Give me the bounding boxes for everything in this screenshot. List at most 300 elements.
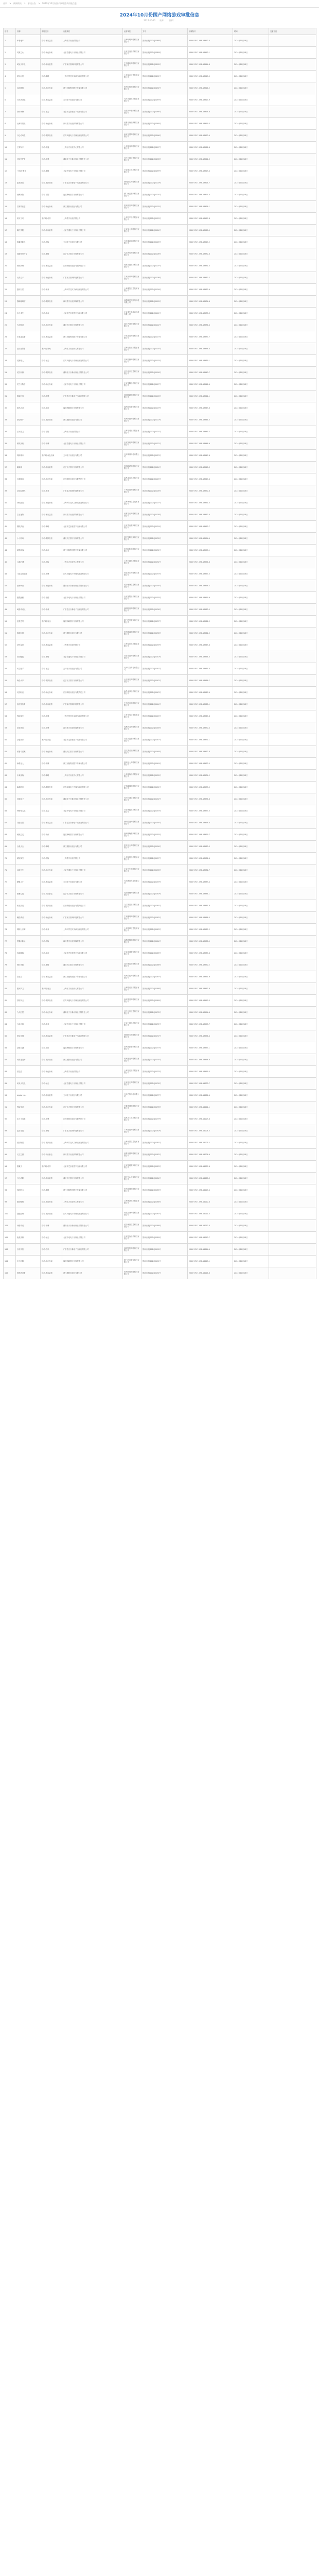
cell-game-name: 海岛大亨 bbox=[16, 675, 41, 687]
cell-publisher: 湖南电子音像出版社有限责任公司 bbox=[62, 367, 123, 379]
cell-isbn: ISBN 978-7-498-14008-3 bbox=[188, 1173, 233, 1184]
cell-publisher: 湖南电子音像出版社有限责任公司 bbox=[62, 154, 123, 165]
cell-date: 2024年10月18日 bbox=[233, 888, 269, 900]
cell-isbn: ISBN 978-7-498-13952-0 bbox=[188, 509, 233, 521]
cell-index: 19 bbox=[4, 248, 16, 260]
cell-game-name: 王城守卫 bbox=[16, 426, 41, 438]
cell-operator: 长沙幻境信息科技有限公司 bbox=[123, 154, 141, 165]
cell-approval-number: 国新出审[2024]2113号 bbox=[141, 331, 188, 343]
cell-operator: 北京长生网络科技有限公司 bbox=[123, 865, 141, 876]
cell-index: 27 bbox=[4, 343, 16, 355]
cell-change bbox=[269, 722, 316, 734]
cell-index: 13 bbox=[4, 177, 16, 189]
cell-game-name: 问道长生 bbox=[16, 865, 41, 876]
table-row bbox=[4, 521, 316, 533]
cell-operator: 广州绿茵网络科技有限公司 bbox=[123, 485, 141, 497]
cell-change bbox=[269, 402, 316, 414]
cell-publisher: 上海科学技术文献出版社有限公司 bbox=[62, 924, 123, 936]
cell-isbn: ISBN 978-7-498-13967-4 bbox=[188, 687, 233, 699]
cell-change bbox=[269, 687, 316, 699]
cell-operator: 上海御剑互动娱乐有限公司 bbox=[123, 1196, 141, 1208]
cell-index: 47 bbox=[4, 580, 16, 592]
cell-game-name: 战舰世界传说 bbox=[16, 248, 41, 260]
cell-publisher: 江苏凤凰电子音像出版社有限公司 bbox=[62, 355, 123, 367]
cell-category: 移动-角色扮演 bbox=[41, 793, 62, 805]
table-row bbox=[4, 177, 316, 189]
cell-index: 70 bbox=[4, 853, 16, 865]
cell-approval-number: 国新出审[2024]2117号 bbox=[141, 379, 188, 391]
cell-date: 2024年10月18日 bbox=[233, 1267, 269, 1279]
cell-publisher: 上海东方出版中心有限公司 bbox=[62, 983, 123, 995]
cell-game-name: 萌萌消消看 bbox=[16, 1267, 41, 1279]
cell-index: 105 bbox=[4, 1267, 16, 1279]
cell-change bbox=[269, 734, 316, 746]
cell-index: 9 bbox=[4, 130, 16, 142]
cell-change bbox=[269, 1161, 316, 1173]
cell-operator: 杭州暗影网络科技有限公司 bbox=[123, 545, 141, 556]
cell-operator: 成都妖灵网络科技有限公司 bbox=[123, 722, 141, 734]
cell-index: 92 bbox=[4, 1113, 16, 1125]
cell-publisher: 浙江摄影出版社有限公司 bbox=[62, 841, 123, 853]
cell-approval-number: 国新出审[2024]2190号 bbox=[141, 1244, 188, 1256]
cell-game-name: 足球经理人 bbox=[16, 485, 41, 497]
cell-date: 2024年10月18日 bbox=[233, 1066, 269, 1078]
table-row bbox=[4, 1125, 316, 1137]
cell-isbn: ISBN 978-7-498-13956-8 bbox=[188, 556, 233, 568]
column-header-approval-number: 文号 bbox=[141, 28, 188, 35]
cell-publisher: 湖北长江数字出版有限公司 bbox=[62, 746, 123, 758]
cell-index: 40 bbox=[4, 497, 16, 509]
cell-change bbox=[269, 533, 316, 545]
cell-index: 28 bbox=[4, 355, 16, 367]
cell-isbn: ISBN 978-7-498-13919-3 bbox=[188, 118, 233, 130]
cell-isbn: ISBN 978-7-498-13998-8 bbox=[188, 1054, 233, 1066]
cell-index: 7 bbox=[4, 106, 16, 118]
cell-publisher: 北京中电电子出版社有限公司 bbox=[62, 1019, 123, 1030]
table-row bbox=[4, 793, 316, 805]
cell-publisher: 浙江出版集团数字传媒有限公司 bbox=[62, 1184, 123, 1196]
cell-operator: 天津糖果科技有限公司 bbox=[123, 876, 141, 888]
cell-date: 2024年10月18日 bbox=[233, 521, 269, 533]
table-row bbox=[4, 331, 316, 343]
cell-date: 2024年10月18日 bbox=[233, 616, 269, 628]
cell-isbn: ISBN 978-7-498-13938-4 bbox=[188, 343, 233, 355]
cell-change bbox=[269, 616, 316, 628]
cell-date: 2024年10月18日 bbox=[233, 639, 269, 651]
cell-game-name: 武林群侠志 bbox=[16, 201, 41, 213]
cell-operator: 长沙封神信息科技有限公司 bbox=[123, 793, 141, 805]
cell-publisher: 辽宁北方数字出版有限公司 bbox=[62, 675, 123, 687]
cell-index: 11 bbox=[4, 154, 16, 165]
cell-approval-number: 国新出审[2024]2093号 bbox=[141, 94, 188, 106]
cell-game-name: 森林物语 bbox=[16, 782, 41, 793]
article-meta bbox=[0, 19, 319, 22]
cell-change bbox=[269, 1208, 316, 1220]
cell-index: 90 bbox=[4, 1090, 16, 1101]
cell-isbn: ISBN 978-7-498-13974-2 bbox=[188, 770, 233, 782]
cell-isbn: ISBN 978-7-498-13980-3 bbox=[188, 841, 233, 853]
cell-index: 4 bbox=[4, 71, 16, 82]
cell-approval-number: 国新出审[2024]2104号 bbox=[141, 225, 188, 236]
cell-operator: 上海灌篮信息技术有限公司 bbox=[123, 284, 141, 296]
cell-date: 2024年10月18日 bbox=[233, 142, 269, 154]
cell-publisher: 广东语言音像电子出版社有限公司 bbox=[62, 604, 123, 616]
cell-game-name: 帝国崛起 bbox=[16, 651, 41, 663]
cell-category: 移动-策略 bbox=[41, 71, 62, 82]
cell-approval-number: 国新出审[2024]2139号 bbox=[141, 639, 188, 651]
cell-index: 45 bbox=[4, 556, 16, 568]
cell-operator: 天津方格科技有限公司 bbox=[123, 1090, 141, 1101]
cell-category: 客户端-动作 bbox=[41, 1161, 62, 1173]
cell-change bbox=[269, 1042, 316, 1054]
cell-index: 43 bbox=[4, 533, 16, 545]
cell-approval-number: 国新出审[2024]2125号 bbox=[141, 473, 188, 485]
cell-isbn: ISBN 978-7-498-13979-7 bbox=[188, 829, 233, 841]
cell-change bbox=[269, 580, 316, 592]
table-row bbox=[4, 782, 316, 793]
cell-date: 2024年10月18日 bbox=[233, 1019, 269, 1030]
cell-approval-number: 国新出审[2024]2164号 bbox=[141, 936, 188, 947]
cell-date: 2024年10月18日 bbox=[233, 865, 269, 876]
table-row bbox=[4, 165, 316, 177]
cell-date: 2024年10月18日 bbox=[233, 355, 269, 367]
cell-isbn: ISBN 978-7-498-13958-2 bbox=[188, 580, 233, 592]
cell-isbn: ISBN 978-7-498-13987-2 bbox=[188, 924, 233, 936]
cell-approval-number: 国新出审[2024]2100号 bbox=[141, 177, 188, 189]
cell-game-name: 英雄之心 bbox=[16, 47, 41, 59]
cell-date: 2024年10月18日 bbox=[233, 936, 269, 947]
breadcrumb-news-link[interactable]: 新闻资讯 bbox=[13, 2, 22, 5]
cell-date: 2024年10月18日 bbox=[233, 675, 269, 687]
cell-change bbox=[269, 177, 316, 189]
cell-category: 移动-策略 bbox=[41, 521, 62, 533]
cell-publisher: 湖北长江数字出版有限公司 bbox=[62, 319, 123, 331]
cell-approval-number: 国新出审[2024]2116号 bbox=[141, 367, 188, 379]
cell-publisher: 天津电子出版社有限公司 bbox=[62, 236, 123, 248]
cell-category: 移动-休闲益智 bbox=[41, 971, 62, 983]
cell-index: 97 bbox=[4, 1173, 16, 1184]
cell-index: 34 bbox=[4, 426, 16, 438]
cell-date: 2024年10月18日 bbox=[233, 1113, 269, 1125]
cell-date: 2024年10月18日 bbox=[233, 1208, 269, 1220]
cell-isbn: ISBN 978-7-498-13981-0 bbox=[188, 853, 233, 865]
cell-date: 2024年10月18日 bbox=[233, 450, 269, 462]
cell-index: 33 bbox=[4, 414, 16, 426]
table-row bbox=[4, 1019, 316, 1030]
cell-operator: 杭州战国网络科技有限公司 bbox=[123, 1184, 141, 1196]
cell-date: 2024年10月18日 bbox=[233, 746, 269, 758]
table-row bbox=[4, 438, 316, 450]
cell-approval-number: 国新出审[2024]2089号 bbox=[141, 47, 188, 59]
cell-approval-number: 国新出审[2024]2182号 bbox=[141, 1149, 188, 1161]
cell-publisher: 广东语言音像电子出版社有限公司 bbox=[62, 817, 123, 829]
column-header-name: 名称 bbox=[16, 28, 41, 35]
cell-category: 移动-休闲益智 bbox=[41, 639, 62, 651]
cell-isbn: ISBN 978-7-498-13986-5 bbox=[188, 912, 233, 924]
cell-publisher: 湖南电子音像出版社有限责任公司 bbox=[62, 1007, 123, 1019]
cell-operator: 厦门苍穹游戏科技有限公司 bbox=[123, 616, 141, 628]
cell-date: 2024年10月18日 bbox=[233, 722, 269, 734]
cell-publisher: 上海科学技术文献出版社有限公司 bbox=[62, 710, 123, 722]
cell-index: 36 bbox=[4, 450, 16, 462]
cell-publisher: 辽宁北方数字出版有限公司 bbox=[62, 888, 123, 900]
cell-index: 78 bbox=[4, 947, 16, 959]
cell-isbn: ISBN 978-7-498-13963-6 bbox=[188, 639, 233, 651]
cell-approval-number: 国新出审[2024]2133号 bbox=[141, 568, 188, 580]
cell-category: 移动-策略 bbox=[41, 959, 62, 971]
cell-publisher: 北京华艺创世数字出版有限公司 bbox=[62, 1161, 123, 1173]
table-row bbox=[4, 485, 316, 497]
cell-publisher: 上海东方出版中心有限公司 bbox=[62, 142, 123, 154]
cell-index: 6 bbox=[4, 94, 16, 106]
cell-isbn: ISBN 978-7-498-14006-9 bbox=[188, 1149, 233, 1161]
table-row bbox=[4, 734, 316, 746]
cell-operator: 广州趣玩网络科技有限公司 bbox=[123, 59, 141, 71]
cell-category: 移动-飞行射击 bbox=[41, 1149, 62, 1161]
cell-index: 77 bbox=[4, 936, 16, 947]
cell-approval-number: 国新出审[2024]2110号 bbox=[141, 296, 188, 308]
cell-date: 2024年10月18日 bbox=[233, 189, 269, 201]
cell-operator: 成都熊猫网络科技有限公司 bbox=[123, 936, 141, 947]
table-row bbox=[4, 1007, 316, 1019]
cell-date: 2024年10月18日 bbox=[233, 94, 269, 106]
cell-publisher: 上海数字出版有限公司 bbox=[62, 853, 123, 865]
cell-category: 移动-角色扮演 bbox=[41, 1196, 62, 1208]
cell-index: 80 bbox=[4, 971, 16, 983]
cell-isbn: ISBN 978-7-498-13945-2 bbox=[188, 426, 233, 438]
cell-isbn: ISBN 978-7-498-13982-7 bbox=[188, 865, 233, 876]
cell-category: 移动-休闲益智 bbox=[41, 817, 62, 829]
cell-approval-number: 国新出审[2024]2183号 bbox=[141, 1161, 188, 1173]
cell-category: 移动-模拟经营 bbox=[41, 782, 62, 793]
cell-category: 移动-角色扮演 bbox=[41, 201, 62, 213]
table-row bbox=[4, 1161, 316, 1173]
cell-change bbox=[269, 556, 316, 568]
cell-index: 18 bbox=[4, 236, 16, 248]
table-row bbox=[4, 450, 316, 462]
cell-date: 2024年10月18日 bbox=[233, 225, 269, 236]
cell-index: 87 bbox=[4, 1054, 16, 1066]
cell-operator: 南昌夜雨互动科技有限公司 bbox=[123, 473, 141, 485]
cell-operator: 北京霸业互动科技有限公司 bbox=[123, 165, 141, 177]
cell-approval-number: 国新出审[2024]2095号 bbox=[141, 118, 188, 130]
table-row bbox=[4, 1232, 316, 1244]
cell-approval-number: 国新出审[2024]2128号 bbox=[141, 509, 188, 521]
cell-operator: 上海机甲互动娱乐有限公司 bbox=[123, 213, 141, 225]
cell-date: 2024年10月18日 bbox=[233, 319, 269, 331]
cell-date: 2024年10月18日 bbox=[233, 876, 269, 888]
cell-change bbox=[269, 651, 316, 663]
cell-date: 2024年10月18日 bbox=[233, 1078, 269, 1090]
cell-operator: 长春雪域网络科技有限公司 bbox=[123, 1101, 141, 1113]
cell-category: 移动-模拟经营 bbox=[41, 900, 62, 912]
cell-publisher: 江西高校出版社有限责任公司 bbox=[62, 687, 123, 699]
table-row bbox=[4, 1042, 316, 1054]
cell-approval-number: 国新出审[2024]2143号 bbox=[141, 687, 188, 699]
cell-change bbox=[269, 841, 316, 853]
cell-operator: 杭州桃源网络科技有限公司 bbox=[123, 628, 141, 639]
cell-category: 移动-角色扮演 bbox=[41, 47, 62, 59]
table-row bbox=[4, 1220, 316, 1232]
cell-approval-number: 国新出审[2024]2091号 bbox=[141, 71, 188, 82]
cell-isbn: ISBN 978-7-498-13927-8 bbox=[188, 213, 233, 225]
table-row bbox=[4, 687, 316, 699]
cell-operator: 广州天命网络科技有限公司 bbox=[123, 272, 141, 284]
breadcrumb bbox=[3, 0, 78, 7]
cell-date: 2024年10月18日 bbox=[233, 1054, 269, 1066]
cell-isbn: ISBN 978-7-498-13918-6 bbox=[188, 106, 233, 118]
table-row bbox=[4, 402, 316, 414]
cell-index: 2 bbox=[4, 47, 16, 59]
cell-publisher: 辽宁北方数字出版有限公司 bbox=[62, 1101, 123, 1113]
cell-game-name: 水果连连看 bbox=[16, 331, 41, 343]
cell-change bbox=[269, 308, 316, 319]
cell-date: 2024年10月18日 bbox=[233, 154, 269, 165]
cell-date: 2024年10月18日 bbox=[233, 651, 269, 663]
cell-publisher: 上海数字出版有限公司 bbox=[62, 213, 123, 225]
cell-game-name: 龙之谷物语 bbox=[16, 379, 41, 391]
cell-approval-number: 国新出审[2024]2141号 bbox=[141, 663, 188, 675]
cell-category: 移动-角色扮演 bbox=[41, 912, 62, 924]
cell-index: 100 bbox=[4, 1208, 16, 1220]
cell-approval-number: 国新出审[2024]2123号 bbox=[141, 450, 188, 462]
cell-change bbox=[269, 201, 316, 213]
table-row bbox=[4, 82, 316, 94]
cell-change bbox=[269, 1090, 316, 1101]
breadcrumb-notice-link[interactable]: 游戏公告 bbox=[27, 2, 36, 5]
cell-category: 移动-休闲益智 bbox=[41, 1267, 62, 1279]
cell-operator: 上海星途信息技术有限公司 bbox=[123, 71, 141, 82]
cell-category: 移动-休闲益智 bbox=[41, 699, 62, 710]
cell-game-name: 天命之子 bbox=[16, 272, 41, 284]
cell-date: 2024年10月18日 bbox=[233, 1042, 269, 1054]
cell-category: 移动-体育 bbox=[41, 924, 62, 936]
table-row bbox=[4, 628, 316, 639]
cell-category: 移动-冒险 bbox=[41, 189, 62, 201]
cell-category: 移动-动作 bbox=[41, 947, 62, 959]
cell-index: 81 bbox=[4, 983, 16, 995]
cell-publisher: 上海科学技术文献出版社有限公司 bbox=[62, 71, 123, 82]
cell-index: 54 bbox=[4, 663, 16, 675]
cell-change bbox=[269, 710, 316, 722]
table-row bbox=[4, 1149, 316, 1161]
table-row bbox=[4, 924, 316, 936]
cell-game-name: 赛博都市 bbox=[16, 450, 41, 462]
cell-isbn: ISBN 978-7-498-13953-7 bbox=[188, 521, 233, 533]
cell-change bbox=[269, 663, 316, 675]
cell-publisher: 福建海峡数字出版有限公司 bbox=[62, 616, 123, 628]
cell-game-name: 雪地赛车 bbox=[16, 710, 41, 722]
cell-approval-number: 国新出审[2024]2150号 bbox=[141, 770, 188, 782]
cell-game-name: 钢铁洪流 bbox=[16, 521, 41, 533]
source-label: 来源： bbox=[159, 19, 166, 22]
cell-game-name: 桃花源记 bbox=[16, 900, 41, 912]
cell-category: 移动-竞速 bbox=[41, 142, 62, 154]
cell-category: 移动-养成 bbox=[41, 604, 62, 616]
cell-operator: 泉州剑影游戏科技有限公司 bbox=[123, 1042, 141, 1054]
cell-game-name: 三国志·霸业 bbox=[16, 165, 41, 177]
cell-publisher: 上海数字出版有限公司 bbox=[62, 1066, 123, 1078]
cell-operator: 厦门玄幻游戏科技有限公司 bbox=[123, 1256, 141, 1267]
cell-category: 移动-策略 bbox=[41, 165, 62, 177]
cell-game-name: 古剑传说 bbox=[16, 319, 41, 331]
cell-operator: 杭州侠客网络科技有限公司 bbox=[123, 201, 141, 213]
cell-publisher: 江西高校出版社有限责任公司 bbox=[62, 1113, 123, 1125]
cell-category: 移动-体育 bbox=[41, 485, 62, 497]
cell-isbn: ISBN 978-7-498-13939-1 bbox=[188, 355, 233, 367]
cell-publisher: 北京华艺创世数字出版有限公司 bbox=[62, 734, 123, 746]
table-row bbox=[4, 154, 316, 165]
cell-game-name: 封神演义 bbox=[16, 793, 41, 805]
cell-date: 2024年10月18日 bbox=[233, 947, 269, 959]
cell-date: 2024年10月18日 bbox=[233, 509, 269, 521]
table-row bbox=[4, 284, 316, 296]
cell-change bbox=[269, 782, 316, 793]
cell-operator: 苏州荒野网络科技有限公司 bbox=[123, 355, 141, 367]
cell-date: 2024年10月18日 bbox=[233, 533, 269, 545]
table-row bbox=[4, 35, 316, 47]
cell-isbn: ISBN 978-7-498-13926-1 bbox=[188, 201, 233, 213]
cell-publisher: 浙江出版集团数字传媒有限公司 bbox=[62, 758, 123, 770]
cell-index: 59 bbox=[4, 722, 16, 734]
cell-date: 2024年10月18日 bbox=[233, 1184, 269, 1196]
cell-game-name: 熊猫历险记 bbox=[16, 936, 41, 947]
cell-game-name: 极限跑酷 bbox=[16, 592, 41, 604]
cell-operator: 北京洪流游戏科技有限公司 bbox=[123, 521, 141, 533]
cell-operator: 上海星星互动娱乐有限公司 bbox=[123, 639, 141, 651]
cell-publisher: 四川数字出版传媒有限公司 bbox=[62, 118, 123, 130]
cell-approval-number: 国新出审[2024]2185号 bbox=[141, 1184, 188, 1196]
cell-change bbox=[269, 817, 316, 829]
cell-change bbox=[269, 888, 316, 900]
cell-approval-number: 国新出审[2024]2109号 bbox=[141, 284, 188, 296]
cell-operator: 武汉楚汉互娱科技有限公司 bbox=[123, 959, 141, 971]
cell-isbn: ISBN 978-7-498-13962-9 bbox=[188, 628, 233, 639]
cell-isbn: ISBN 978-7-498-13942-1 bbox=[188, 391, 233, 402]
column-header-change: 变更信息 bbox=[269, 28, 316, 35]
cell-isbn: ISBN 978-7-498-13936-0 bbox=[188, 319, 233, 331]
cell-game-name: 拼图大师 bbox=[16, 260, 41, 272]
breadcrumb-home-link[interactable]: 首页 bbox=[3, 2, 7, 5]
cell-change bbox=[269, 853, 316, 865]
cell-operator: 武汉勇者互娱科技有限公司 bbox=[123, 746, 141, 758]
cell-index: 10 bbox=[4, 142, 16, 154]
cell-date: 2024年10月18日 bbox=[233, 959, 269, 971]
table-row bbox=[4, 355, 316, 367]
cell-publisher: 江苏凤凰电子音像出版社有限公司 bbox=[62, 130, 123, 142]
cell-approval-number: 国新出审[2024]2126号 bbox=[141, 485, 188, 497]
top-bar bbox=[0, 0, 319, 8]
cell-game-name: 疾风忍者 bbox=[16, 402, 41, 414]
cell-publisher: 浙江出版集团数字传媒有限公司 bbox=[62, 331, 123, 343]
cell-game-name: 枪战英雄 bbox=[16, 1232, 41, 1244]
cell-date: 2024年10月18日 bbox=[233, 47, 269, 59]
cell-publisher: 江苏凤凰电子音像出版社有限公司 bbox=[62, 1208, 123, 1220]
cell-isbn: ISBN 978-7-498-13935-3 bbox=[188, 308, 233, 319]
cell-category: 移动-射击 bbox=[41, 1232, 62, 1244]
cell-operator: 上海极速网络科技有限公司 bbox=[123, 142, 141, 154]
cell-isbn: ISBN 978-7-498-13993-3 bbox=[188, 995, 233, 1007]
table-row bbox=[4, 699, 316, 710]
cell-isbn: ISBN 978-7-498-13924-7 bbox=[188, 177, 233, 189]
cell-approval-number: 国新出审[2024]2145号 bbox=[141, 710, 188, 722]
cell-category: 移动-角色扮演 bbox=[41, 319, 62, 331]
cell-change bbox=[269, 829, 316, 841]
table-row bbox=[4, 568, 316, 580]
cell-publisher: 四川数字出版传媒有限公司 bbox=[62, 936, 123, 947]
cell-isbn: ISBN 978-7-498-13917-9 bbox=[188, 94, 233, 106]
cell-date: 2024年10月18日 bbox=[233, 1220, 269, 1232]
